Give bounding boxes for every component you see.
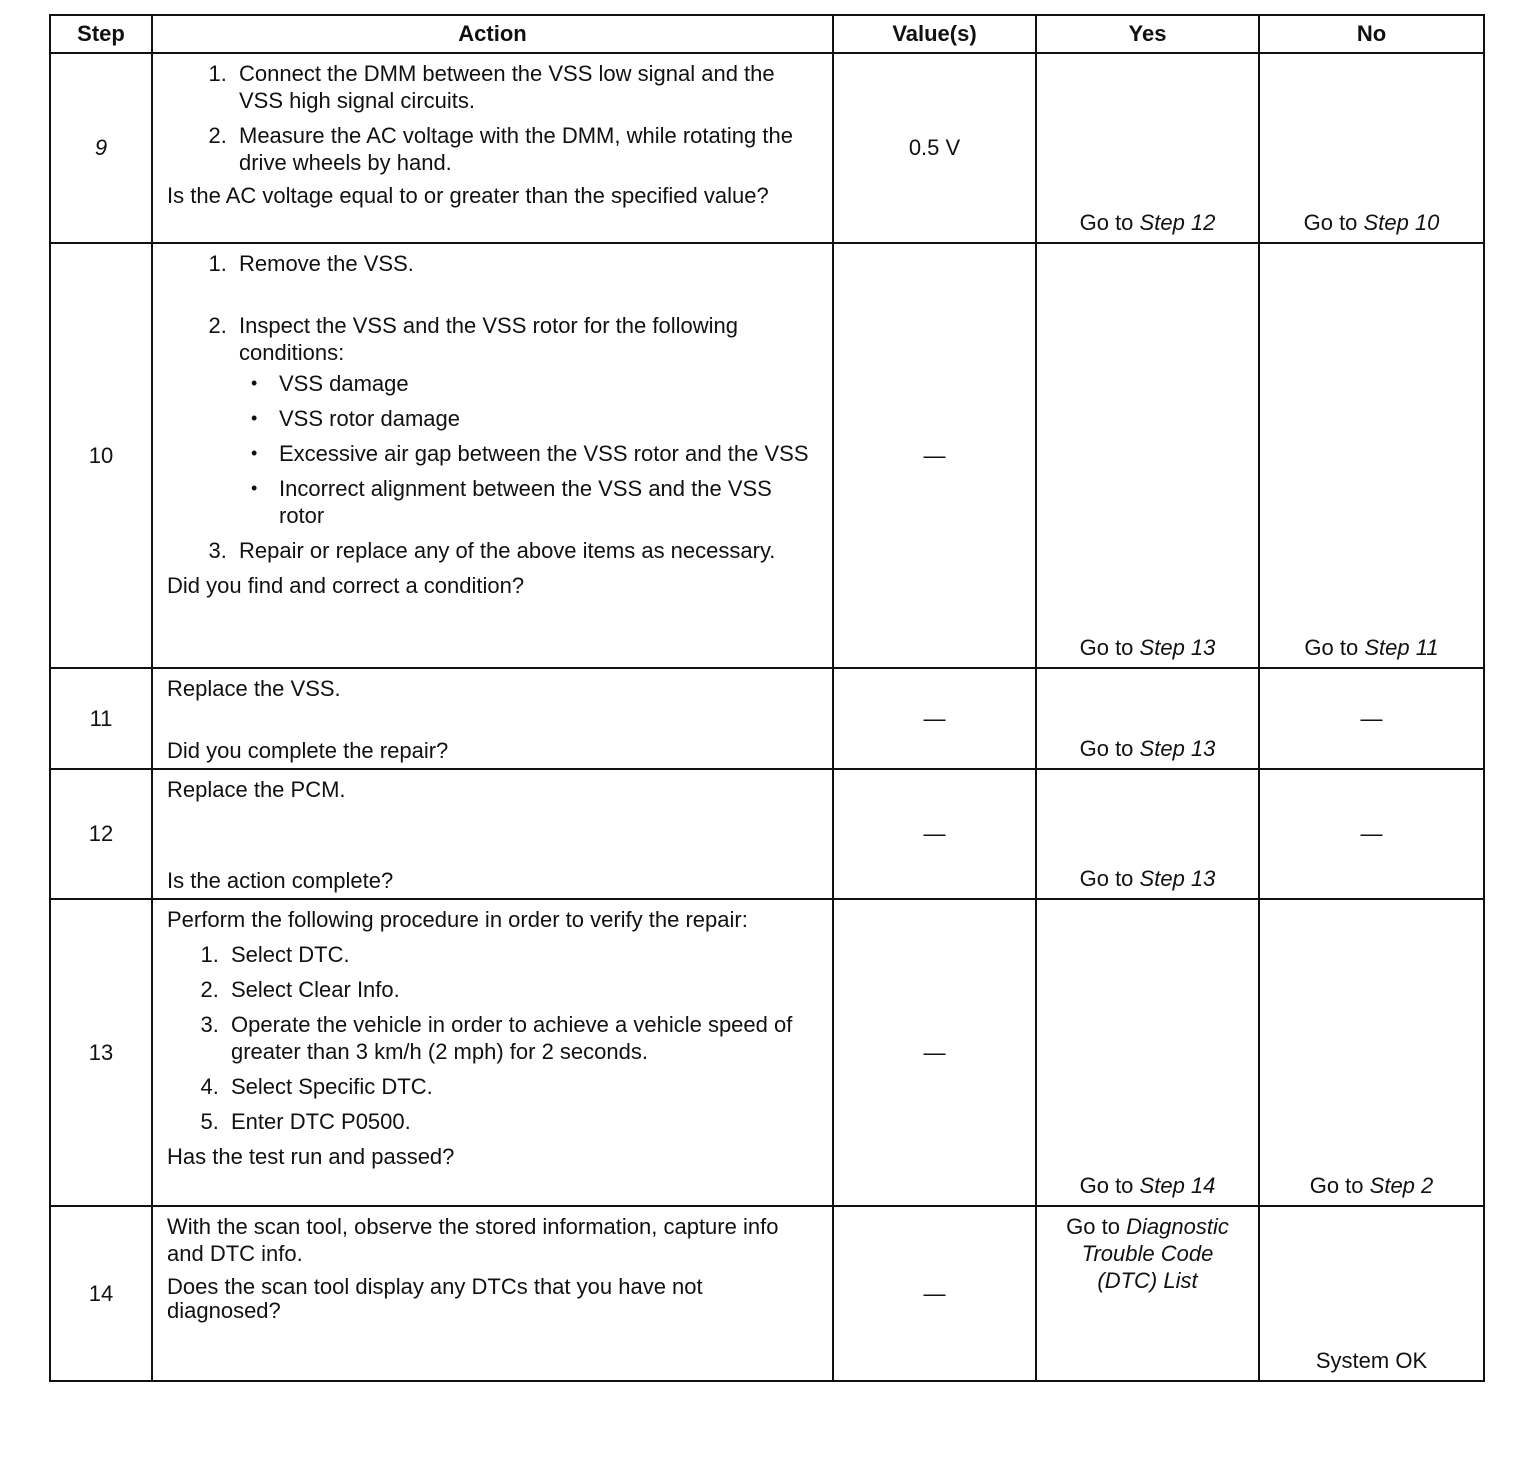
yes-cell bbox=[1036, 243, 1259, 668]
question: Has the test run and passed? bbox=[167, 1144, 455, 1169]
list-item: 1. Remove the VSS. bbox=[233, 250, 820, 277]
header-row bbox=[50, 15, 1484, 53]
no-value: System OK bbox=[1315, 1348, 1428, 1373]
condition-list bbox=[239, 370, 820, 529]
step-number: 10 bbox=[50, 243, 152, 668]
no-goto[interactable]: Go to Step 11 bbox=[1304, 635, 1439, 660]
action-cell bbox=[152, 668, 833, 769]
header-action: Action bbox=[152, 15, 833, 53]
step-number: 13 bbox=[50, 899, 152, 1206]
yes-cell bbox=[1036, 899, 1259, 1206]
action-cell bbox=[152, 769, 833, 899]
action-steps bbox=[167, 250, 820, 564]
action-cell bbox=[152, 243, 833, 668]
value-cell: — bbox=[833, 668, 1036, 769]
no-goto[interactable]: Go to Step 10 bbox=[1303, 210, 1440, 235]
action-cell bbox=[152, 1206, 833, 1381]
question: Did you find and correct a condition? bbox=[167, 573, 525, 598]
no-cell bbox=[1259, 899, 1484, 1206]
list-item: 5. Enter DTC P0500. bbox=[225, 1108, 820, 1135]
question: Is the AC voltage equal to or greater than the specified value? bbox=[167, 183, 769, 208]
header-step: Step bbox=[50, 15, 152, 53]
list-item: 1. Select DTC. bbox=[225, 941, 820, 968]
yes-cell bbox=[1036, 769, 1259, 899]
no-value: — bbox=[1360, 705, 1383, 731]
header-yes: Yes bbox=[1036, 15, 1259, 53]
no-cell bbox=[1259, 53, 1484, 243]
bullet-item: • Excessive air gap between the VSS rotor and the VSS bbox=[273, 440, 820, 467]
action-text: Replace the PCM. bbox=[167, 777, 346, 802]
yes-goto[interactable]: Go to Step 14 bbox=[1079, 1173, 1216, 1198]
list-item: 1. Connect the DMM between the VSS low signal and the VSS high signal circuits. bbox=[233, 60, 820, 114]
no-cell bbox=[1259, 1206, 1484, 1381]
table-row bbox=[50, 243, 1484, 668]
value-cell: — bbox=[833, 769, 1036, 899]
table-row bbox=[50, 1206, 1484, 1381]
header-values: Value(s) bbox=[833, 15, 1036, 53]
yes-goto[interactable]: Go to Step 12 bbox=[1079, 210, 1216, 235]
step-number: 14 bbox=[50, 1206, 152, 1381]
yes-goto[interactable]: Go to Step 13 bbox=[1079, 736, 1216, 761]
list-item: 2. Measure the AC voltage with the DMM, while rotating the drive wheels by hand. bbox=[233, 122, 820, 176]
table-row bbox=[50, 899, 1484, 1206]
no-cell bbox=[1259, 769, 1484, 899]
value-cell: 0.5 V bbox=[833, 53, 1036, 243]
step-number: 9 bbox=[50, 53, 152, 243]
yes-goto[interactable]: Go to Diagnostic Trouble Code (DTC) List bbox=[1066, 1214, 1229, 1293]
bullet-item: • Incorrect alignment between the VSS and the VSS rotor bbox=[273, 475, 820, 529]
step-number: 12 bbox=[50, 769, 152, 899]
list-item: 3. Operate the vehicle in order to achieve a vehicle speed of greater than 3 km/h (2 mph) for 2 seconds. bbox=[225, 1011, 820, 1065]
action-cell bbox=[152, 53, 833, 243]
yes-goto[interactable]: Go to Step 13 bbox=[1079, 866, 1216, 891]
action-steps bbox=[167, 941, 820, 1135]
no-cell bbox=[1259, 243, 1484, 668]
yes-cell bbox=[1036, 1206, 1259, 1381]
list-item: 3. Repair or replace any of the above items as necessary. bbox=[233, 537, 820, 564]
value-cell: — bbox=[833, 243, 1036, 668]
value-cell: — bbox=[833, 1206, 1036, 1381]
yes-cell bbox=[1036, 53, 1259, 243]
question: Is the action complete? bbox=[167, 868, 394, 893]
no-value: — bbox=[1360, 821, 1383, 846]
action-cell bbox=[152, 899, 833, 1206]
yes-goto[interactable]: Go to Step 13 bbox=[1079, 635, 1216, 660]
table-row bbox=[50, 668, 1484, 769]
table-row bbox=[50, 769, 1484, 899]
action-text: Replace the VSS. bbox=[167, 676, 341, 701]
action-steps bbox=[167, 60, 820, 176]
question: Did you complete the repair? bbox=[167, 738, 449, 763]
list-item: 2. Select Clear Info. bbox=[225, 976, 820, 1003]
no-cell bbox=[1259, 668, 1484, 769]
list-item: 2. Inspect the VSS and the VSS rotor for the following conditions: • VSS damage • VSS rotor damage • Excessive air gap between the VSS rotor and the VSS • Incorrect alignment between the VSS and the VSS rotor bbox=[233, 312, 820, 529]
action-text: With the scan tool, observe the stored information, capture info and DTC info. bbox=[167, 1214, 779, 1266]
diagnostic-table bbox=[49, 14, 1485, 1382]
action-intro: Perform the following procedure in order to verify the repair: bbox=[167, 907, 748, 932]
bullet-item: • VSS rotor damage bbox=[273, 405, 820, 432]
question: Does the scan tool display any DTCs that you have not diagnosed? bbox=[167, 1274, 703, 1323]
no-goto[interactable]: Go to Step 2 bbox=[1309, 1173, 1434, 1198]
bullet-item: • VSS damage bbox=[273, 370, 820, 397]
value-cell: — bbox=[833, 899, 1036, 1206]
table-row bbox=[50, 53, 1484, 243]
list-item: 4. Select Specific DTC. bbox=[225, 1073, 820, 1100]
yes-cell bbox=[1036, 668, 1259, 769]
step-number: 11 bbox=[50, 668, 152, 769]
header-no: No bbox=[1259, 15, 1484, 53]
